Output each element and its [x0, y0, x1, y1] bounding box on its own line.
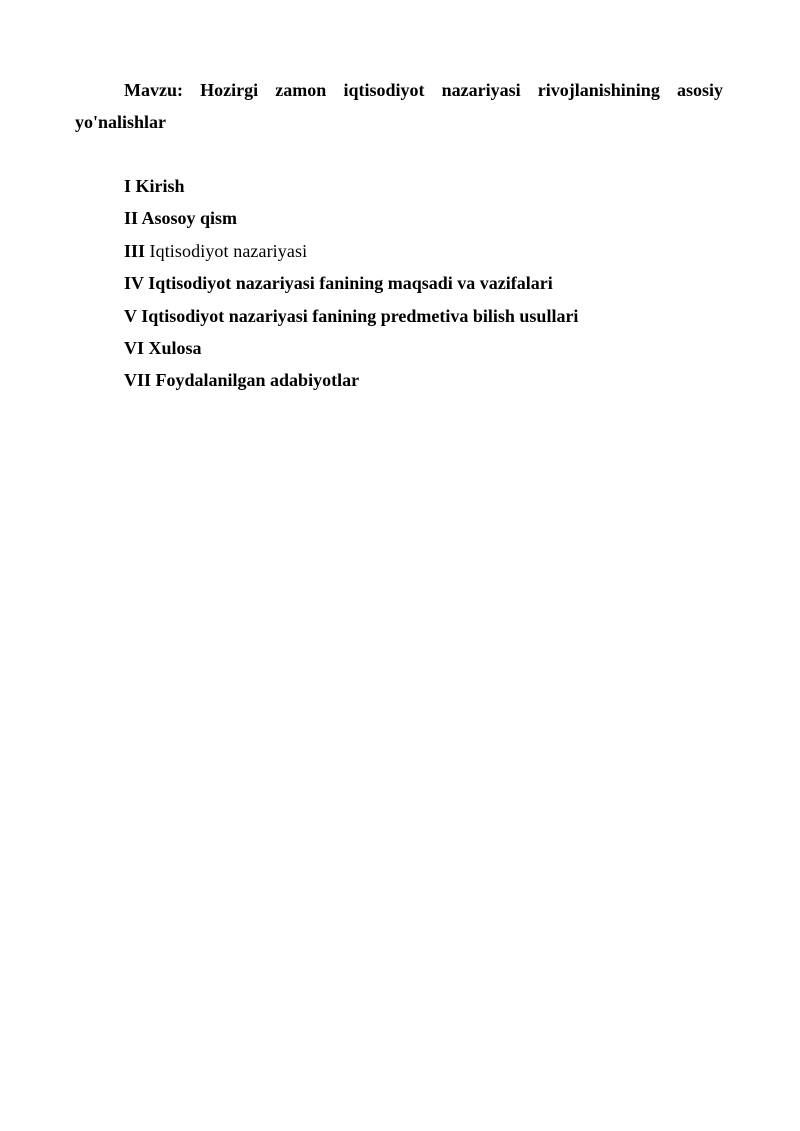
toc-item-predmeti-va-bilish-usullari: [124, 300, 578, 332]
toc-text: Asosoy qism: [141, 208, 238, 229]
toc-item-foydalanilgan-adabiyotlar: [124, 364, 578, 396]
toc-numeral: V: [124, 305, 137, 326]
toc-text: Iqtisodiyot nazariyasi fanining predmetiva bilish usullari: [141, 305, 579, 326]
toc-numeral: VII: [124, 370, 152, 391]
toc-numeral: I: [124, 176, 132, 196]
toc-item-xulosa: [124, 332, 578, 364]
toc-text: Iqtisodiyot nazariyasi: [149, 240, 308, 261]
toc-item-asosoy-qism: [124, 202, 578, 234]
toc-item-kirish: [124, 170, 578, 202]
toc-numeral: III: [124, 240, 146, 261]
toc-numeral: IV: [124, 273, 144, 294]
table-of-contents: [124, 170, 578, 397]
document-title: Mavzu: Hozirgi zamon iqtisodiyot nazariyasi rivojlanishining asosiy yo'nalishlar: [75, 80, 723, 132]
toc-item-iqtisodiyot-nazariyasi: [124, 235, 578, 267]
toc-numeral: VI: [124, 337, 145, 358]
toc-text: Foydalanilgan adabiyotlar: [155, 370, 360, 391]
toc-numeral: II: [124, 208, 139, 229]
toc-text: Iqtisodiyot nazariyasi fanining maqsadi va vazifalari: [148, 273, 553, 294]
toc-text: Xulosa: [148, 337, 202, 358]
toc-item-maqsadi-va-vazifalari: [124, 267, 578, 299]
toc-text: Kirish: [135, 176, 185, 196]
